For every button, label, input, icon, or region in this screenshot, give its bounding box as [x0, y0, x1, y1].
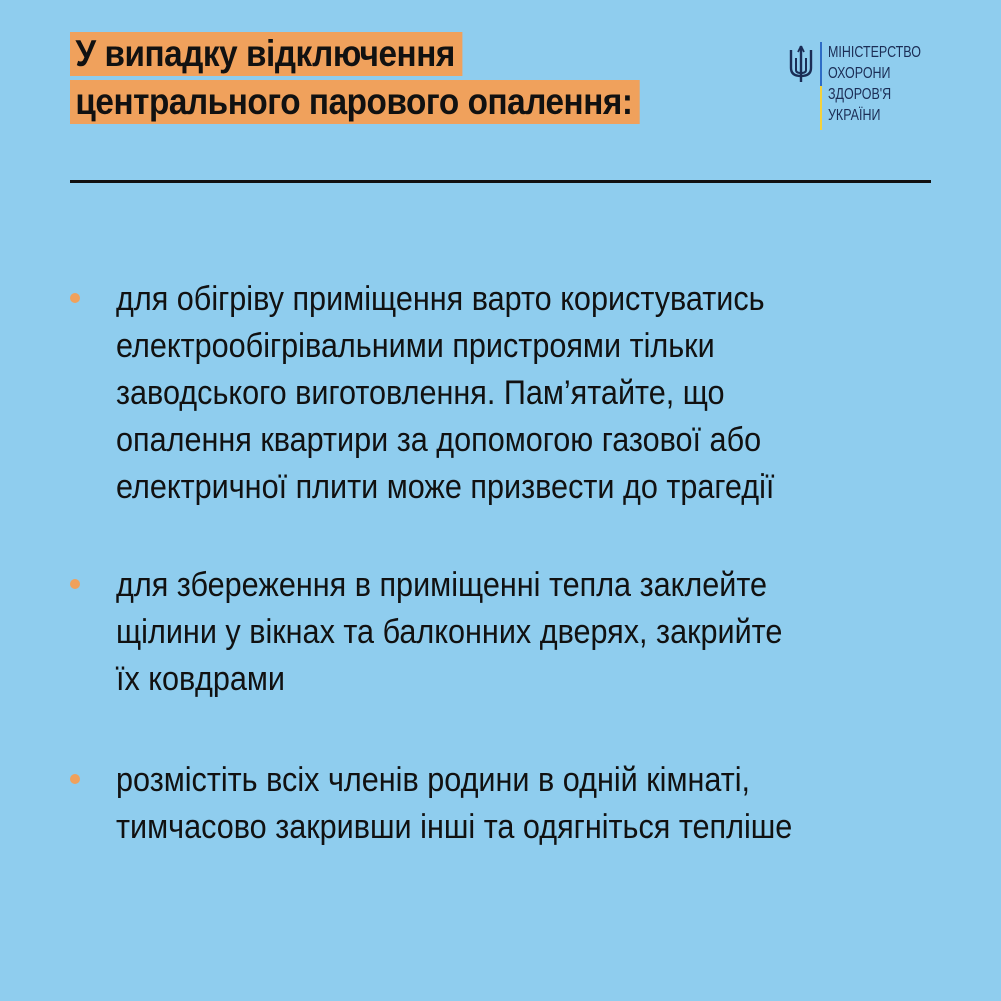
bullet-dot-icon: [70, 774, 80, 784]
trident-icon: [788, 44, 814, 84]
list-item: [70, 562, 946, 703]
title-line-1: У випадку відключення: [70, 32, 462, 76]
page-title: [70, 32, 703, 124]
title-line-2: центрального парового опалення:: [70, 80, 640, 124]
list-item-text: для збереження в приміщенні тепла заклейте щілини у вікнах та балконних дверях, закрийте їх ковдрами: [116, 566, 783, 698]
logo-stripe: [820, 42, 822, 130]
list-item-text: для обігріву приміщення варто користуватись електрообігрівальними пристроями тільки заводського виготовлення. Пам’ятайте, що опалення квартири за допомогою газової або електричної плити може призвести до трагедії: [116, 280, 775, 506]
divider: [70, 180, 931, 183]
logo-line-3: ЗДОРОВ'Я: [828, 86, 892, 103]
ministry-logo: [788, 42, 947, 130]
list-item: [70, 276, 946, 511]
bullet-dot-icon: [70, 293, 80, 303]
logo-line-1: МІНІСТЕРСТВО: [828, 44, 921, 61]
logo-line-4: УКРАЇНИ: [828, 107, 881, 124]
logo-line-2: ОХОРОНИ: [828, 65, 891, 82]
list-item-text: розмістіть всіх членів родини в одній кімнаті, тимчасово закривши інші та одягніться тепліше: [116, 761, 793, 846]
logo-text: [828, 42, 947, 126]
list-item: [70, 757, 946, 851]
bullet-dot-icon: [70, 579, 80, 589]
